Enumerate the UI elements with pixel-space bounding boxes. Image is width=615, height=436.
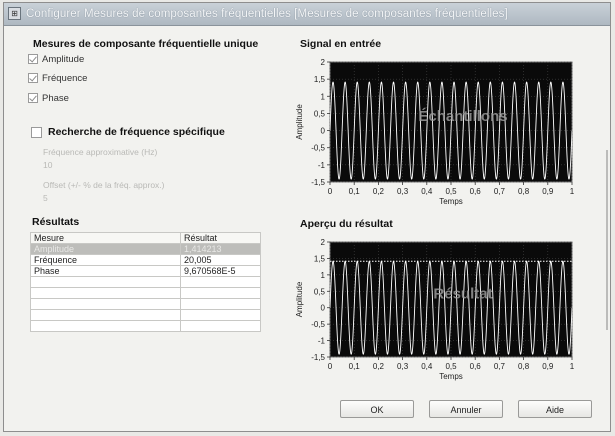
measure-cell: Amplitude — [31, 244, 181, 255]
x-tick-label: 0,3 — [397, 187, 409, 196]
input-signal-graph[interactable] — [286, 52, 586, 217]
table-row[interactable] — [31, 244, 261, 255]
results-heading: Résultats — [32, 216, 80, 228]
x-tick-label: 0,2 — [372, 362, 384, 371]
x-tick-label: 0,5 — [445, 362, 457, 371]
y-tick-label: 0 — [320, 303, 325, 313]
y-tick-label: 1,5 — [313, 75, 325, 85]
amplitude-label: Amplitude — [42, 53, 85, 65]
amplitude-checkbox-row[interactable] — [28, 52, 84, 66]
x-tick-label: 0,2 — [372, 187, 384, 196]
frequency-label: Fréquence — [42, 72, 88, 84]
result-cell: 20,005 — [181, 255, 261, 266]
y-tick-label: 1,5 — [313, 254, 325, 264]
specific-search-checkbox[interactable] — [31, 127, 42, 138]
x-tick-label: 0,1 — [348, 187, 360, 196]
y-tick-label: -1,5 — [311, 178, 325, 187]
help-button[interactable]: Aide — [518, 400, 592, 418]
results-table[interactable] — [30, 232, 261, 332]
x-tick-label: 0 — [327, 362, 333, 371]
phase-label: Phase — [42, 92, 69, 104]
table-row-empty[interactable] — [31, 321, 261, 332]
app-icon[interactable]: ⊞ — [8, 7, 21, 20]
cancel-button[interactable]: Annuler — [429, 400, 503, 418]
ok-button[interactable]: OK — [340, 400, 414, 418]
x-tick-label: 0,8 — [518, 362, 530, 371]
x-tick-label: 0,4 — [421, 362, 433, 371]
window-title: Configurer Mesures de composantes fréquentielles [Mesures de composantes fréquentielles] — [26, 8, 508, 20]
y-tick-label: 2 — [320, 238, 325, 247]
y-tick-label: 0,5 — [313, 109, 325, 119]
result-cell: 9,670568E-5 — [181, 266, 261, 277]
x-tick-label: 0,1 — [348, 362, 360, 371]
x-tick-label: 0,8 — [518, 187, 530, 196]
result-preview-plot — [286, 232, 586, 392]
approx-frequency-label: Fréquence approximative (Hz) — [43, 147, 158, 157]
y-tick-label: 2 — [320, 58, 325, 67]
search-width-input[interactable]: 5 — [43, 193, 48, 203]
frequency-checkbox-row[interactable] — [28, 71, 87, 85]
x-tick-label: 0,6 — [469, 187, 481, 196]
y-tick-label: -0,5 — [311, 320, 325, 330]
x-axis-label: Temps — [439, 197, 463, 206]
x-tick-label: 0 — [327, 187, 333, 196]
x-tick-label: 0,5 — [445, 187, 457, 196]
y-tick-label: 0,5 — [313, 287, 325, 297]
measure-cell: Phase — [31, 266, 181, 277]
table-row[interactable] — [31, 266, 261, 277]
y-tick-label: 0 — [320, 126, 325, 136]
x-axis-label: Temps — [439, 372, 463, 381]
y-axis-label: Amplitude — [295, 281, 304, 318]
approx-frequency-input[interactable]: 10 — [43, 160, 53, 170]
x-tick-label: 0,9 — [542, 362, 554, 371]
y-tick-label: -1,5 — [311, 353, 325, 362]
amplitude-checkbox[interactable] — [28, 54, 38, 64]
table-row-empty[interactable] — [31, 299, 261, 310]
y-tick-label: 1 — [320, 270, 325, 280]
y-tick-label: -1 — [317, 336, 325, 346]
graph-watermark: Échantillons — [418, 107, 508, 125]
window-edge-shadow — [606, 150, 608, 330]
column-header-result[interactable]: Résultat — [181, 233, 261, 244]
y-tick-label: 1 — [320, 92, 325, 102]
x-tick-label: 1 — [569, 362, 575, 371]
phase-checkbox[interactable] — [28, 93, 38, 103]
phase-checkbox-row[interactable] — [28, 91, 69, 105]
x-tick-label: 1 — [569, 187, 575, 196]
input-graph-title: Signal en entrée — [300, 38, 382, 50]
y-axis-label: Amplitude — [295, 104, 304, 140]
x-tick-label: 0,6 — [469, 362, 481, 371]
x-tick-label: 0,7 — [493, 187, 505, 196]
result-preview-graph[interactable] — [286, 232, 586, 392]
y-tick-label: -1 — [317, 160, 325, 170]
title-bar[interactable] — [4, 3, 610, 26]
specific-search-row[interactable] — [31, 125, 225, 139]
table-row[interactable] — [31, 255, 261, 266]
results-header-row — [31, 233, 261, 244]
single-measurements-heading: Mesures de composante fréquentielle unique — [33, 38, 259, 50]
specific-search-label: Recherche de fréquence spécifique — [48, 126, 225, 138]
y-tick-label: -0,5 — [311, 143, 325, 153]
measure-cell: Fréquence — [31, 255, 181, 266]
x-tick-label: 0,7 — [493, 362, 505, 371]
x-tick-label: 0,3 — [397, 362, 409, 371]
table-row-empty[interactable] — [31, 288, 261, 299]
result-graph-title: Aperçu du résultat — [300, 218, 393, 230]
table-row-empty[interactable] — [31, 277, 261, 288]
result-cell: 1,414213 — [181, 244, 261, 255]
column-header-measure[interactable]: Mesure — [31, 233, 181, 244]
x-tick-label: 0,4 — [421, 187, 433, 196]
graph-watermark: Résultat — [433, 285, 493, 303]
input-signal-plot — [286, 52, 586, 217]
table-row-empty[interactable] — [31, 310, 261, 321]
x-tick-label: 0,9 — [542, 187, 554, 196]
search-width-label: Offset (+/- % de la fréq. approx.) — [43, 180, 165, 190]
frequency-checkbox[interactable] — [28, 73, 38, 83]
